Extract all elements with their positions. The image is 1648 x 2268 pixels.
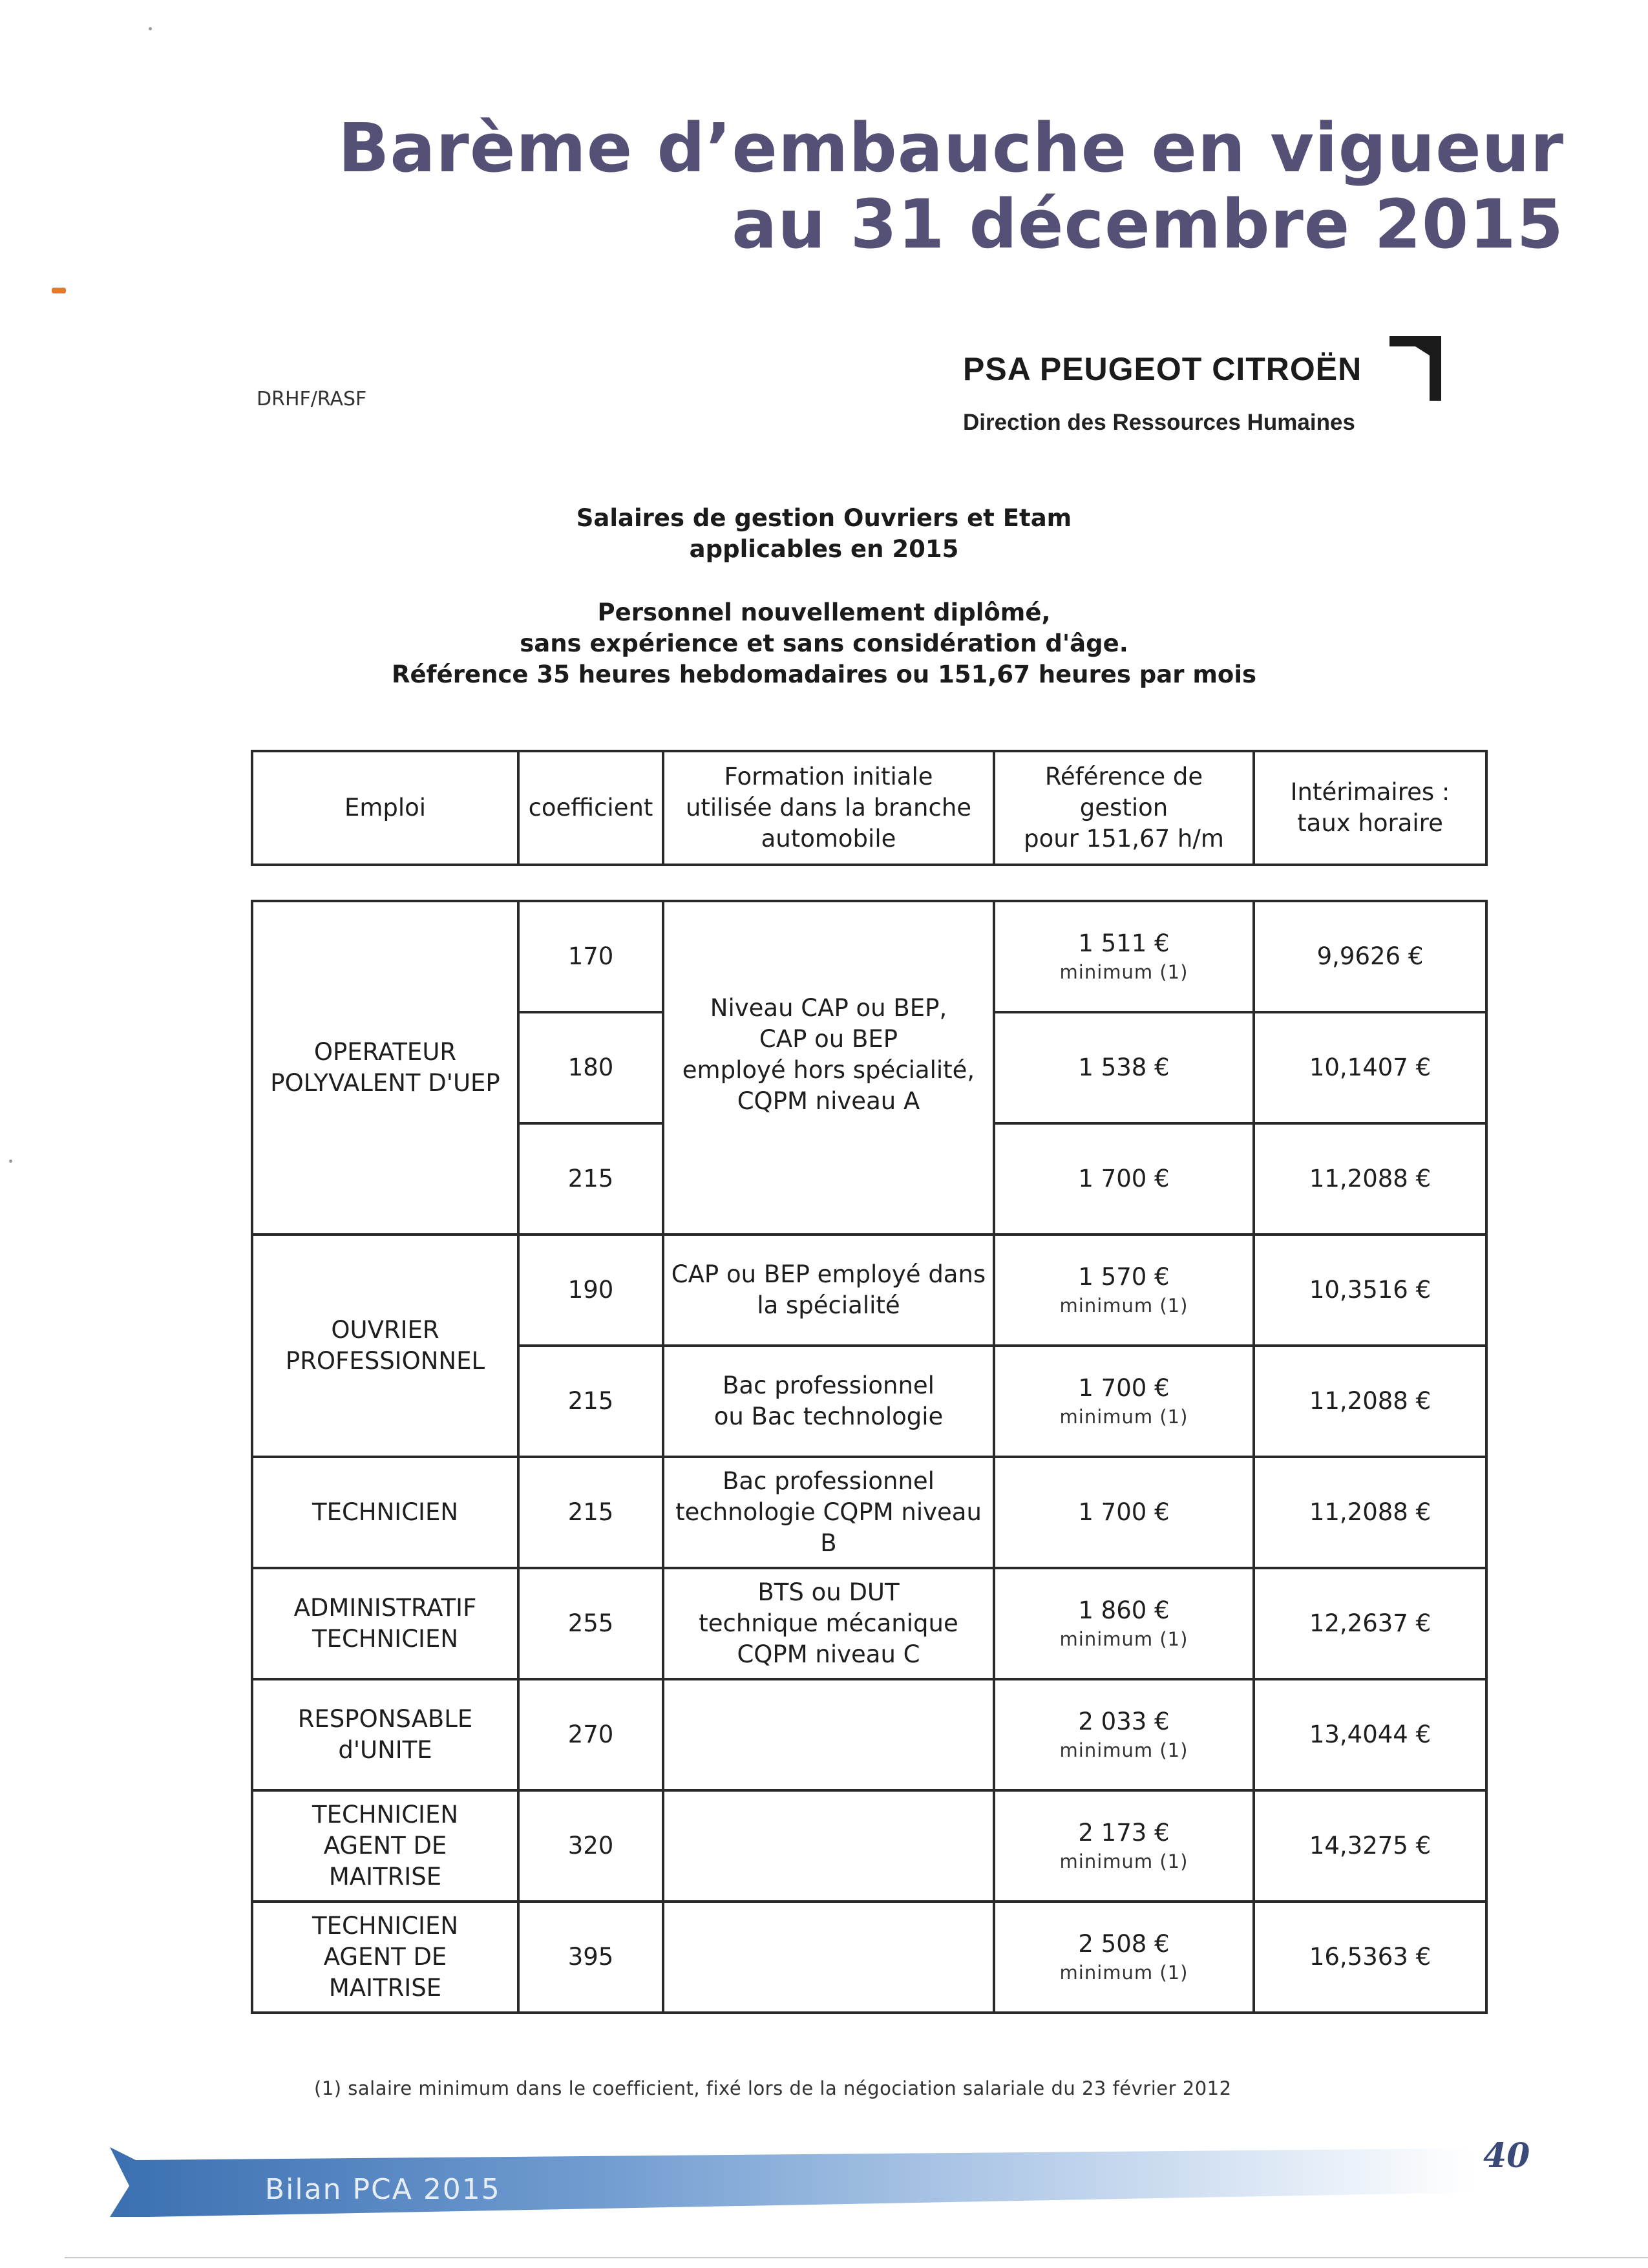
- logo-company-name: PSA PEUGEOT CITROËN: [963, 351, 1362, 387]
- cell-interimaires: 11,2088 €: [1254, 1346, 1486, 1457]
- cell-emploi: OPERATEUR POLYVALENT D'UEP: [252, 901, 518, 1235]
- minimum-note: minimum (1): [1059, 1295, 1188, 1317]
- column-header-formation: Formation initiale utilisée dans la branche automobile: [663, 751, 994, 865]
- table-row: [252, 1568, 1486, 1679]
- cell-emploi: ADMINISTRATIF TECHNICIEN: [252, 1568, 518, 1679]
- cell-formation: Bac professionnel ou Bac technologie: [663, 1346, 994, 1457]
- table-row: [252, 1902, 1486, 2013]
- column-header-interimaires: Intérimaires : taux horaire: [1254, 751, 1486, 865]
- cell-reference: 1 700 € minimum (1): [994, 1346, 1254, 1457]
- cell-formation: CAP ou BEP employé dans la spécialité: [663, 1235, 994, 1346]
- cell-emploi: TECHNICIEN AGENT DE MAITRISE: [252, 1790, 518, 1902]
- cell-emploi: TECHNICIEN AGENT DE MAITRISE: [252, 1902, 518, 2013]
- cell-coefficient: 320: [518, 1790, 663, 1902]
- cell-reference: 1 570 € minimum (1): [994, 1235, 1254, 1346]
- cell-interimaires: 16,5363 €: [1254, 1902, 1486, 2013]
- heading-line: Personnel nouvellement diplômé,: [597, 599, 1051, 626]
- heading-line: sans expérience et sans considération d'âge.: [520, 630, 1128, 657]
- minimum-note: minimum (1): [1059, 1850, 1188, 1872]
- cell-reference: 2 033 € minimum (1): [994, 1679, 1254, 1790]
- cell-coefficient: 215: [518, 1346, 663, 1457]
- salary-table: [251, 900, 1488, 2014]
- cell-interimaires: 9,9626 €: [1254, 901, 1486, 1012]
- cell-formation: [663, 1679, 994, 1790]
- cell-reference: 1 700 €: [994, 1123, 1254, 1235]
- cell-coefficient: 215: [518, 1123, 663, 1235]
- table-row: [252, 1679, 1486, 1790]
- column-header-coefficient: coefficient: [518, 751, 663, 865]
- bottom-divider: [65, 2257, 1648, 2258]
- cell-coefficient: 395: [518, 1902, 663, 2013]
- title-line-2: au 31 décembre 2015: [732, 185, 1564, 264]
- cell-interimaires: 11,2088 €: [1254, 1123, 1486, 1235]
- footnote: (1) salaire minimum dans le coefficient, fixé lors de la négociation salariale du 23 février 2012: [314, 2077, 1232, 2099]
- column-header-emploi: Emploi: [252, 751, 518, 865]
- cell-coefficient: 170: [518, 901, 663, 1012]
- page-title: [207, 110, 1564, 262]
- logo-subtitle: Direction des Ressources Humaines: [963, 410, 1355, 435]
- minimum-note: minimum (1): [1059, 1962, 1188, 1984]
- heading-line: applicables en 2015: [689, 535, 959, 563]
- cell-interimaires: 13,4044 €: [1254, 1679, 1486, 1790]
- cell-coefficient: 190: [518, 1235, 663, 1346]
- cell-emploi: RESPONSABLE d'UNITE: [252, 1679, 518, 1790]
- cell-reference: 2 508 € minimum (1): [994, 1902, 1254, 2013]
- cell-interimaires: 14,3275 €: [1254, 1790, 1486, 1902]
- cell-reference: 2 173 € minimum (1): [994, 1790, 1254, 1902]
- column-header-reference: Référence de gestion pour 151,67 h/m: [994, 751, 1254, 865]
- cell-formation: Niveau CAP ou BEP, CAP ou BEP employé hors spécialité, CQPM niveau A: [663, 901, 994, 1235]
- scan-speck: [149, 27, 152, 30]
- cell-emploi: TECHNICIEN: [252, 1457, 518, 1568]
- cell-coefficient: 270: [518, 1679, 663, 1790]
- heading-line: Référence 35 heures hebdomadaires ou 151,67 heures par mois: [391, 661, 1257, 688]
- minimum-note: minimum (1): [1059, 1739, 1188, 1761]
- table-heading: [0, 503, 1648, 565]
- scan-speck: [9, 1160, 12, 1163]
- cell-reference: 1 860 € minimum (1): [994, 1568, 1254, 1679]
- cell-interimaires: 10,1407 €: [1254, 1012, 1486, 1123]
- cell-interimaires: 12,2637 €: [1254, 1568, 1486, 1679]
- department-code: DRHF/RASF: [257, 388, 367, 410]
- cell-formation: Bac professionnel technologie CQPM niveau B: [663, 1457, 994, 1568]
- scan-mark: [52, 288, 66, 293]
- table-row: [252, 1790, 1486, 1902]
- cell-reference: 1 538 €: [994, 1012, 1254, 1123]
- minimum-note: minimum (1): [1059, 1406, 1188, 1428]
- cell-formation: [663, 1902, 994, 2013]
- table-subheading: [0, 597, 1648, 690]
- cell-interimaires: 10,3516 €: [1254, 1235, 1486, 1346]
- table-row: [252, 1235, 1486, 1346]
- table-row: [252, 1457, 1486, 1568]
- minimum-note: minimum (1): [1059, 1628, 1188, 1650]
- logo-mark-icon: [1389, 336, 1448, 401]
- title-line-1: Barème d’embauche en vigueur: [338, 109, 1564, 187]
- cell-coefficient: 180: [518, 1012, 663, 1123]
- company-logo: [963, 336, 1480, 446]
- cell-reference: 1 700 €: [994, 1457, 1254, 1568]
- footer-publication: Bilan PCA 2015: [265, 2173, 501, 2206]
- cell-reference: 1 511 € minimum (1): [994, 901, 1254, 1012]
- cell-formation: BTS ou DUT technique mécanique CQPM niveau C: [663, 1568, 994, 1679]
- page-number: 40: [1483, 2136, 1530, 2176]
- cell-interimaires: 11,2088 €: [1254, 1457, 1486, 1568]
- table-row: [252, 901, 1486, 1012]
- cell-coefficient: 255: [518, 1568, 663, 1679]
- cell-emploi: OUVRIER PROFESSIONNEL: [252, 1235, 518, 1457]
- cell-coefficient: 215: [518, 1457, 663, 1568]
- heading-line: Salaires de gestion Ouvriers et Etam: [576, 504, 1072, 532]
- salary-table-header: [251, 750, 1488, 866]
- cell-formation: [663, 1790, 994, 1902]
- minimum-note: minimum (1): [1059, 961, 1188, 983]
